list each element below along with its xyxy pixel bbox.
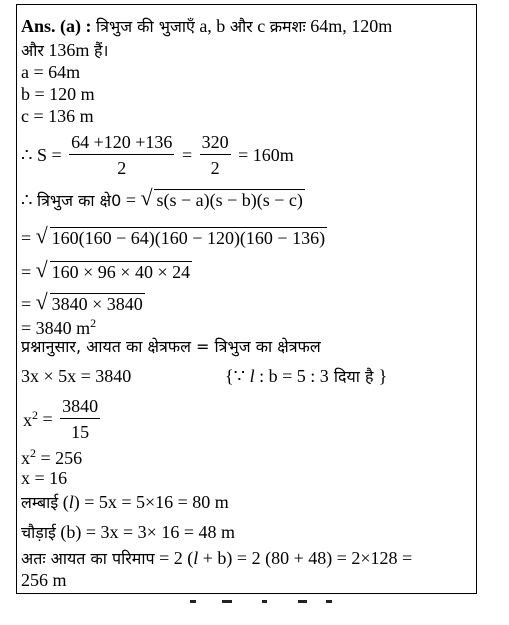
therefore-symbol: ∴: [21, 190, 33, 210]
s-fraction-2: [200, 133, 231, 177]
line2-are: हैं।: [93, 41, 109, 60]
perimeter-final: 256 m: [21, 570, 67, 590]
given-close: }: [378, 366, 388, 386]
width-value: (b) = 3x = 3× 16 = 48 m: [55, 522, 235, 542]
area-formula-line: [21, 185, 305, 210]
s-equals: =: [181, 145, 193, 165]
equation-3x5x: [21, 367, 131, 385]
s-numerator-1: 64 +120 +136: [69, 133, 174, 155]
cropped-text-fragment: [222, 600, 232, 603]
side-b: b = 120 m: [21, 84, 95, 104]
side-a: a = 64m: [21, 62, 81, 82]
x-squared-fraction-line: [23, 397, 103, 441]
step-3: [21, 289, 145, 314]
s-fraction-1: [69, 133, 174, 177]
step-2: [21, 257, 192, 282]
cropped-text-fragment: [262, 600, 267, 603]
s-numerator-2: 320: [200, 133, 231, 155]
radical-formula: [140, 185, 304, 210]
answer-text-hindi-1: त्रिभुज की भुजाएँ: [96, 17, 195, 36]
x-squared-denominator: 15: [71, 422, 90, 442]
x-squared-fraction: [60, 397, 100, 441]
answer-label: Ans. (a) :: [21, 16, 92, 36]
s-denominator-1: 2: [117, 158, 127, 178]
x-squared-256-exponent: 2: [30, 446, 36, 460]
x-value: x = 16: [21, 468, 68, 488]
perimeter-open: = 2 (: [154, 548, 194, 568]
x-squared-base: x: [23, 410, 32, 430]
given-ratio: [225, 367, 387, 385]
length-open: (: [58, 492, 69, 512]
perimeter-label: अतः आयत का परिमाप: [21, 549, 155, 568]
perimeter-value: + b) = 2 (80 + 48) = 2×128 =: [198, 548, 413, 568]
given-ratio-value: : b = 5 : 3: [259, 366, 329, 386]
answer-line-2: [21, 41, 109, 59]
answer-text-c: c: [252, 16, 270, 36]
step-1-radical: [35, 223, 327, 248]
area-equals: =: [125, 190, 136, 210]
given-l: l: [245, 366, 260, 386]
answer-text-values: 64m, 120m: [305, 16, 393, 36]
x-squared: [23, 410, 38, 430]
line2-value: 136m: [43, 40, 94, 60]
perimeter-l: l: [193, 548, 199, 568]
width-line: [21, 523, 235, 541]
step-1-radical-body: 160(160 − 64)(160 − 120)(160 − 136): [51, 228, 326, 248]
cropped-text-fragment: [298, 600, 307, 603]
step-3-radical-body: 3840 × 3840: [51, 294, 143, 314]
given-open: {∵: [225, 366, 246, 386]
radical-sign-icon: √: [140, 185, 153, 210]
radical-sign-icon: √: [35, 257, 48, 282]
line2-and: और: [21, 41, 44, 60]
cropped-text-fragment: [190, 600, 196, 603]
step-2-equals: =: [21, 262, 32, 282]
area-result-value: = 3840 m: [21, 318, 91, 338]
step-1-equals: =: [21, 228, 32, 248]
x-squared-equals: =: [42, 409, 53, 429]
step-3-radical: [35, 289, 145, 314]
radical-formula-body: s(s − a)(s − b)(s − c): [156, 190, 303, 210]
answer-text-and: और: [229, 17, 253, 36]
length-value: ) = 5x = 5×16 = 80 m: [73, 492, 229, 512]
step-2-radical: [35, 257, 192, 282]
width-label: चौड़ाई: [21, 523, 56, 542]
x-squared-256-value: = 256: [36, 448, 83, 468]
answer-text-sides: a, b: [194, 16, 230, 36]
side-c: c = 136 m: [21, 106, 94, 126]
step-2-radical-body: 160 × 96 × 40 × 24: [51, 262, 191, 282]
ratio-statement: प्रश्नानुसार, आयत का क्षेत्रफल = त्रिभुज का क्षेत्रफल: [21, 337, 321, 356]
x-squared-exponent: 2: [32, 408, 38, 422]
s-denominator-2: 2: [210, 158, 220, 178]
length-symbol: l: [68, 492, 74, 512]
perimeter-line: [21, 549, 412, 567]
length-line: [21, 493, 229, 511]
answer-line-1: [21, 17, 392, 35]
radical-sign-icon: √: [35, 289, 48, 314]
given-is-given: दिया है: [328, 367, 379, 386]
x-squared-numerator: 3840: [60, 397, 100, 419]
length-label: लम्बाई: [21, 493, 59, 512]
answer-box: [16, 4, 477, 594]
radical-sign-icon: √: [35, 223, 48, 248]
answer-text-respectively: क्रमशः: [269, 17, 306, 36]
step-1: [21, 223, 327, 248]
s-prefix: ∴ S =: [21, 145, 62, 165]
x-squared-256: [21, 447, 82, 467]
cropped-text-fragment: [326, 600, 332, 603]
s-result: = 160m: [238, 145, 294, 165]
area-result-exponent: 2: [90, 316, 97, 330]
step-3-equals: =: [21, 294, 32, 314]
semi-perimeter-line: [21, 133, 294, 177]
equation-3x5x-text: 3x × 5x = 3840: [21, 366, 132, 386]
area-result: [21, 317, 96, 337]
area-label: त्रिभुज का क्षे0: [36, 191, 122, 210]
x-squared-256-base: x: [21, 448, 30, 468]
